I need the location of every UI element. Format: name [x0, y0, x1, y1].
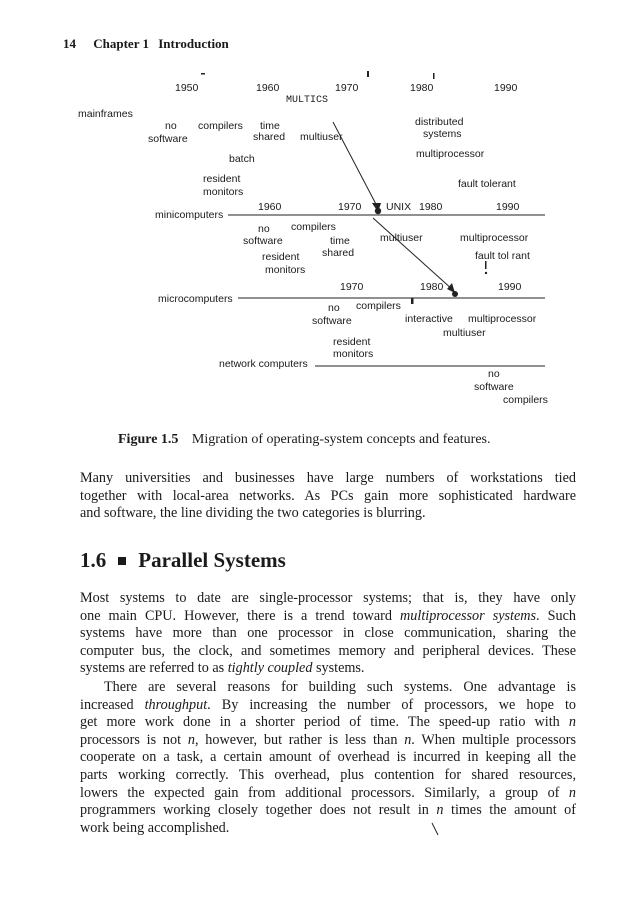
- concept-label: shared: [322, 247, 355, 259]
- concept-label: resident: [203, 173, 241, 185]
- text-line: Many universities and businesses have large numbers of workstations tied: [80, 470, 576, 486]
- concept-label: multiprocessor: [468, 313, 537, 325]
- section-heading: [80, 548, 286, 573]
- concept-label: shared: [253, 131, 286, 143]
- tick-mark: [367, 71, 369, 77]
- concept-label: monitors: [333, 348, 374, 360]
- year-label: 1970: [338, 201, 362, 213]
- year-label: 1990: [498, 281, 522, 293]
- section-bullet: [118, 557, 126, 565]
- concept-label: software: [474, 381, 514, 393]
- concept-label: no: [165, 120, 177, 132]
- term-tightly-coupled: tightly coupled: [227, 660, 313, 677]
- row-label-microcomputers: microcomputers: [158, 293, 233, 305]
- concept-label: multiuser: [300, 131, 343, 143]
- concept-label: fault tol rant: [475, 250, 530, 262]
- figure-number: Figure 1.5: [118, 432, 179, 447]
- term-multiprocessor-systems: multiprocessor systems: [400, 607, 537, 624]
- running-header: [63, 36, 229, 52]
- text-line: cooperate on a task, a certain amount of overhead is incurred in keeping all the: [80, 749, 576, 766]
- concept-label: no: [488, 368, 500, 380]
- tick-mark: [201, 73, 205, 75]
- row-label-network: network computers: [219, 358, 308, 370]
- paragraph-workstations: [80, 470, 576, 523]
- concept-label: monitors: [265, 264, 306, 276]
- tick-mark: [485, 261, 487, 269]
- figure-caption: [118, 432, 490, 448]
- text-line: one main CPU. However, there is a trend toward multiprocessor systems. Such: [80, 607, 577, 624]
- figure-lines: [0, 70, 638, 410]
- concept-label: distributed: [415, 116, 464, 128]
- concept-label: software: [243, 235, 283, 247]
- concept-label: compilers: [503, 394, 548, 406]
- page-number: 14: [63, 36, 76, 51]
- year-label: 1970: [335, 82, 359, 94]
- concept-label: multiuser: [443, 327, 486, 339]
- section-number: 1.6: [80, 548, 107, 572]
- concept-label: multiprocessor: [460, 232, 529, 244]
- concept-label: resident: [262, 251, 300, 263]
- unix-label: UNIX: [386, 201, 412, 213]
- text-line: get more work done in a shorter period of time. The speed-up ratio with n: [80, 714, 576, 731]
- tick-mark: [411, 298, 414, 304]
- text-line: and software, the line dividing the two categories is blurring.: [80, 505, 426, 522]
- term-throughput: throughput: [144, 696, 208, 713]
- concept-label: no: [258, 223, 270, 235]
- concept-label: resident: [333, 336, 371, 348]
- figure-migration-diagram: [0, 70, 638, 410]
- year-label: 1970: [340, 281, 364, 293]
- caption-text: Migration of operating-system concepts and features.: [191, 432, 491, 447]
- row-label-minicomputers: minicomputers: [155, 209, 224, 221]
- text-line: lowers the expected gain from additional processors. Similarly, a group of n: [80, 784, 576, 801]
- text-line: processors is not n, however, but rather is less than n. When multiple processors: [80, 731, 576, 748]
- year-label: 1980: [410, 82, 434, 94]
- concept-label: monitors: [203, 186, 244, 198]
- concept-label: systems: [423, 128, 462, 140]
- text-line: increased throughput. By increasing the number of processors, we hope to: [80, 696, 576, 713]
- tick-mark: [485, 272, 487, 274]
- year-label: 1960: [256, 82, 280, 94]
- year-label: 1990: [494, 82, 518, 94]
- multics-label: MULTICS: [286, 95, 329, 106]
- text-line: together with local-area networks. As PCs gain more sophisticated hardware: [80, 487, 576, 504]
- concept-label: time: [260, 120, 280, 132]
- paragraph-advantages: [80, 679, 576, 837]
- text-line: computer bus, the clock, and sometimes memory and peripheral devices. These: [80, 642, 576, 659]
- concept-label: batch: [229, 153, 255, 165]
- concept-label: software: [148, 133, 188, 145]
- text-line: work being accomplished.: [80, 819, 230, 836]
- year-label: 1950: [175, 82, 199, 94]
- chapter-title: Introduction: [158, 36, 229, 51]
- concept-label: no: [328, 302, 340, 314]
- concept-label: time: [330, 235, 350, 247]
- concept-label: interactive: [405, 313, 453, 325]
- year-label: 1980: [420, 281, 444, 293]
- text-line: Most systems to date are single-processor systems; that is, they have only: [80, 590, 576, 606]
- tick-mark: [433, 73, 435, 79]
- text-line: systems are referred to as tightly coupled systems.: [80, 660, 365, 677]
- text-line: programmers working closely together does not result in n times the amount of: [80, 802, 576, 819]
- paragraph-multiprocessor: [80, 590, 576, 678]
- concept-label: compilers: [356, 300, 401, 312]
- concept-label: multiuser: [380, 232, 423, 244]
- migration-arrow-2: [373, 218, 453, 290]
- concept-label: multiprocessor: [416, 148, 485, 160]
- scan-mark: [430, 822, 440, 836]
- concept-label: fault tolerant: [458, 178, 516, 190]
- section-title: Parallel Systems: [138, 548, 286, 572]
- concept-label: compilers: [198, 120, 243, 132]
- row-label-mainframes: mainframes: [78, 108, 133, 120]
- text-line: parts working correctly. This overhead, plus contention for shared resources,: [80, 766, 576, 783]
- concept-label: software: [312, 315, 352, 327]
- text-line: There are several reasons for building such systems. One advantage is: [104, 679, 576, 695]
- chapter-label: Chapter 1: [93, 36, 149, 51]
- text-line: systems have more than one processor in close communication, sharing the: [80, 625, 576, 642]
- year-label: 1960: [258, 201, 282, 213]
- year-label: 1980: [419, 201, 443, 213]
- arrow-dot-2: [452, 291, 458, 297]
- year-label: 1990: [496, 201, 520, 213]
- concept-label: compilers: [291, 221, 336, 233]
- arrow-dot-1: [375, 208, 381, 214]
